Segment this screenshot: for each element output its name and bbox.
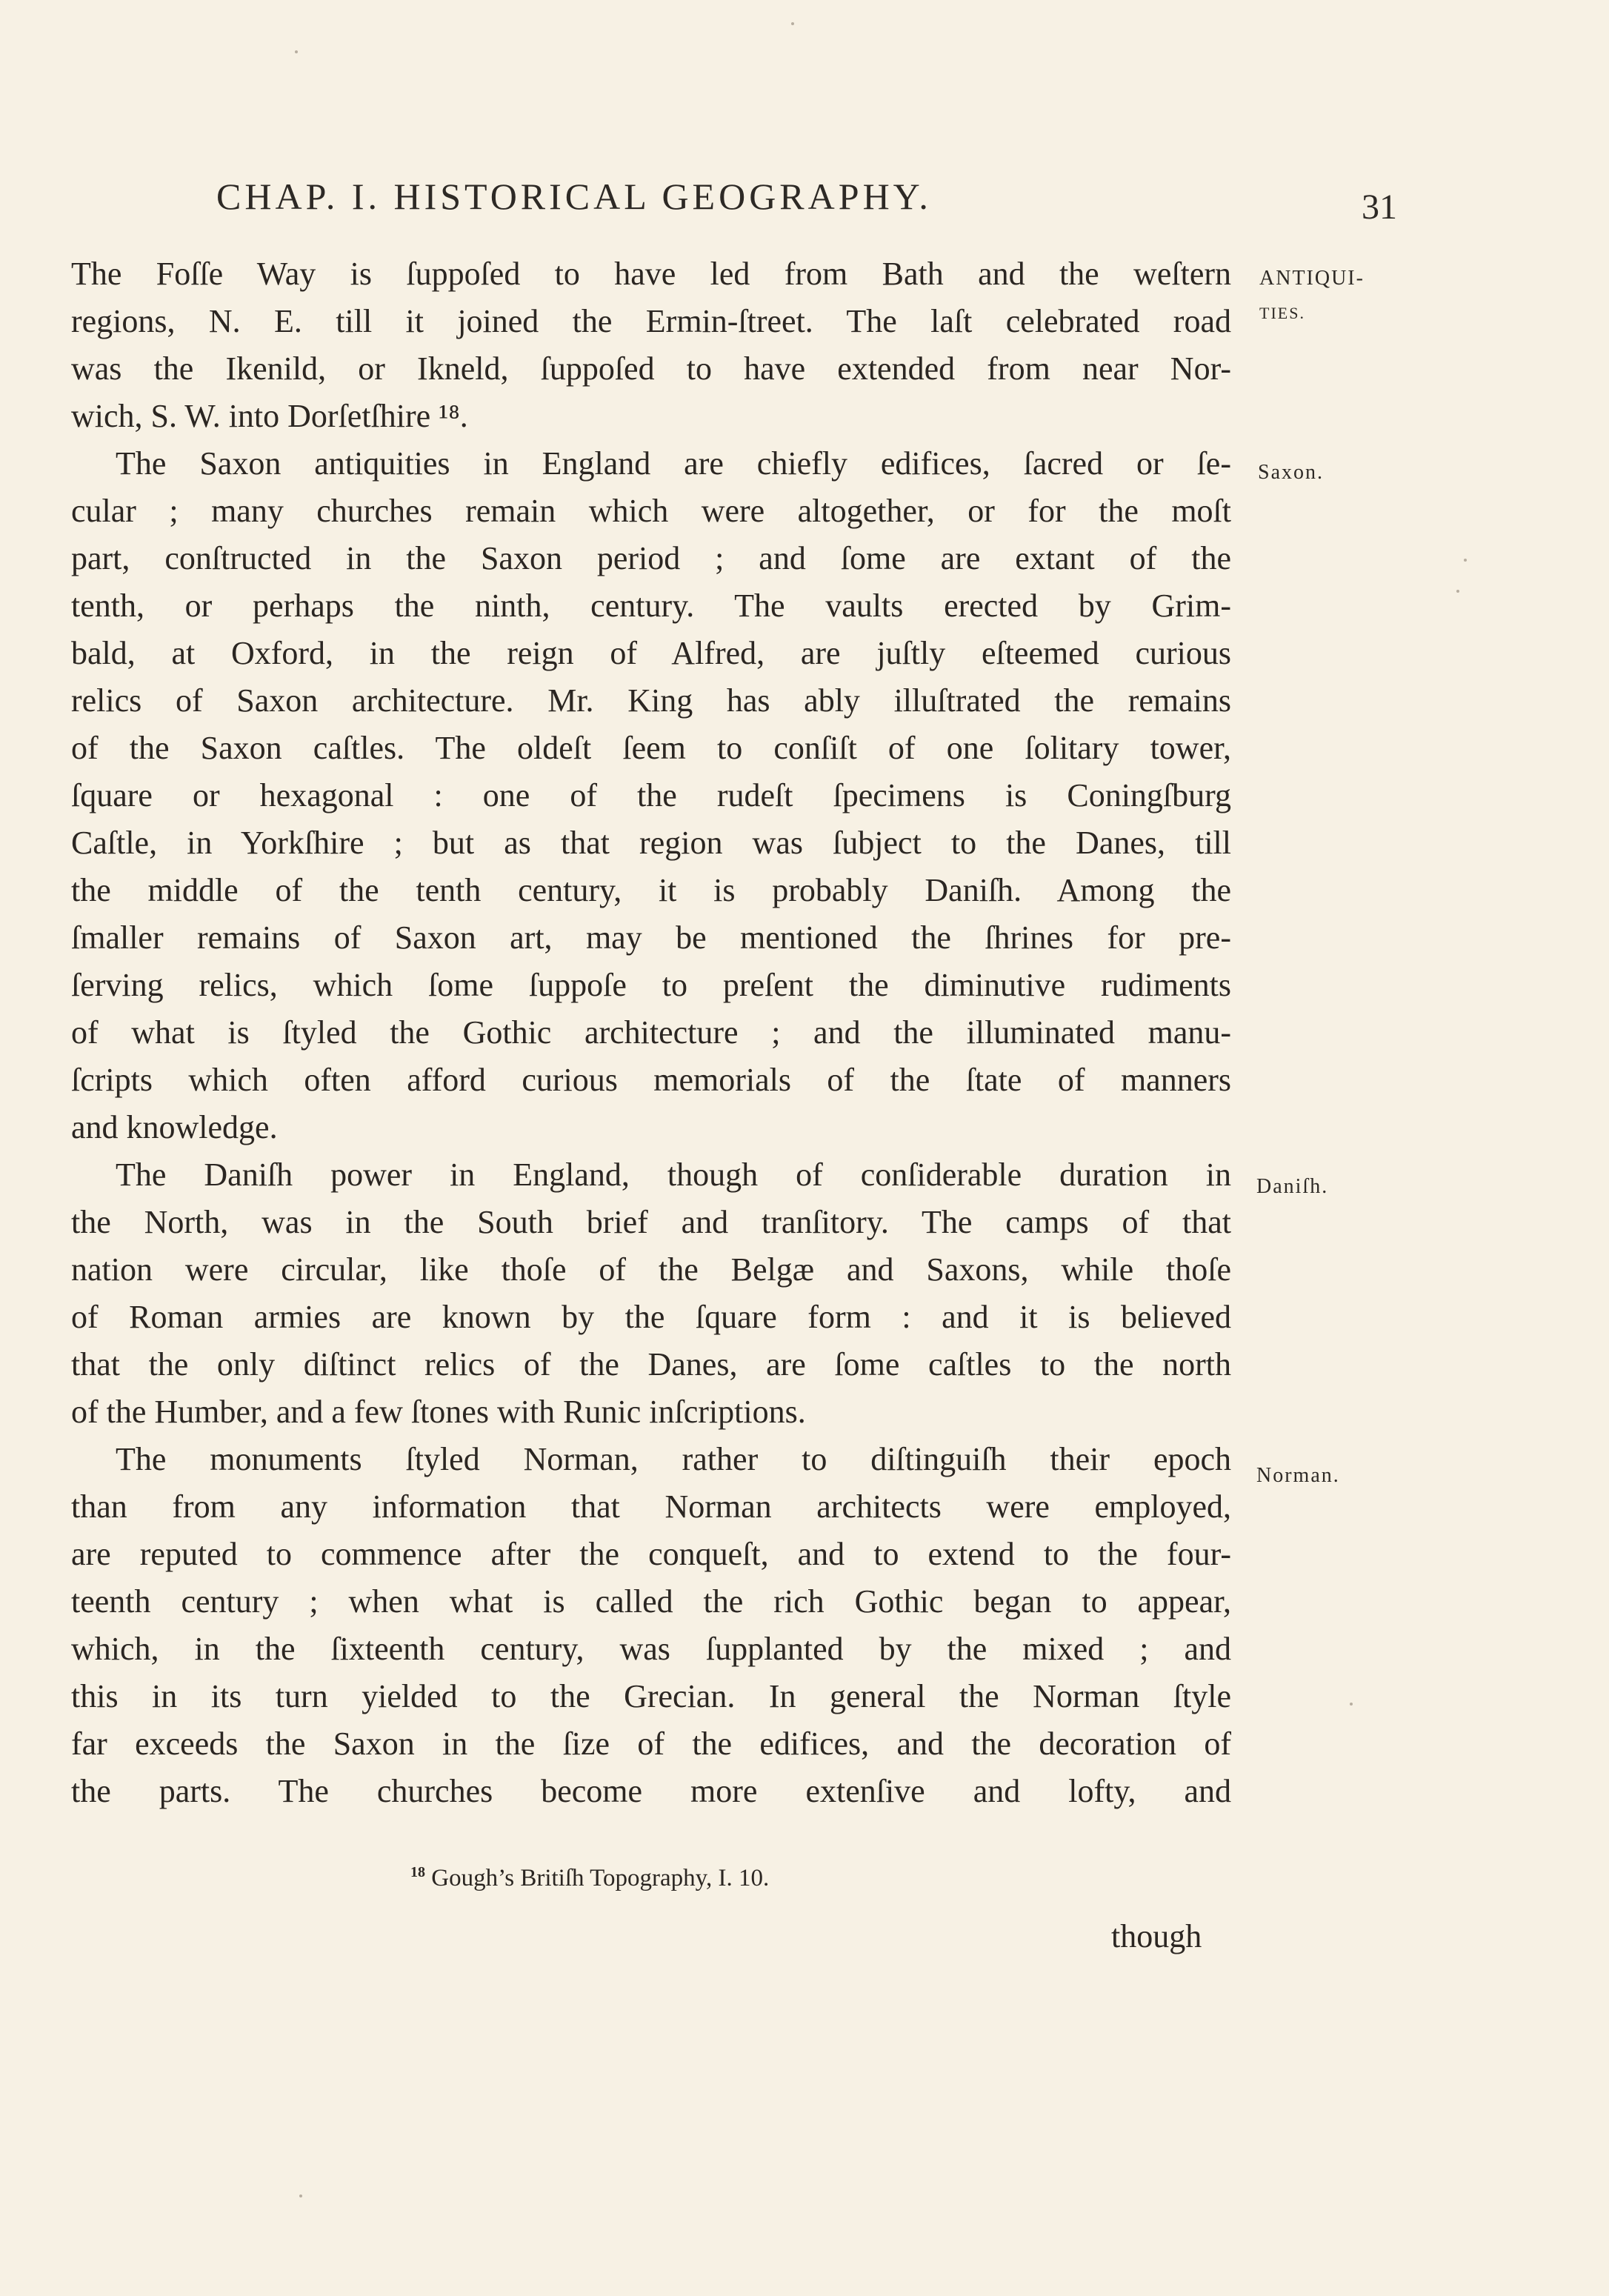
margin-note-antiquities-cont: TIES.: [1259, 304, 1305, 322]
text-line: The monuments ſtyled Norman, rather to diſtinguiſh their epoch: [116, 1441, 1231, 1477]
text-line: teenth century ; when what is called the rich Gothic began to appear,: [71, 1583, 1231, 1620]
paper-speck: [1456, 590, 1459, 593]
body-text: [71, 250, 1231, 1815]
page-number: 31: [1362, 187, 1397, 227]
text-line: regions, N. E. till it joined the Ermin-ſtreet. The laſt celebrated road: [71, 303, 1231, 339]
text-line: The Saxon antiquities in England are chiefly edifices, ſacred or ſe-: [116, 445, 1231, 482]
text-line: ſmaller remains of Saxon art, may be mentioned the ſhrines for pre-: [71, 919, 1231, 956]
text-line: than from any information that Norman architects were employed,: [71, 1488, 1231, 1525]
text-line: which, in the ſixteenth century, was ſupplanted by the mixed ; and: [71, 1631, 1231, 1667]
paper-speck: [1464, 559, 1467, 562]
text-line: of Roman armies are known by the ſquare form : and it is believed: [71, 1299, 1231, 1335]
text-line: the North, was in the South brief and tranſitory. The camps of that: [71, 1204, 1231, 1240]
running-head: CHAP. I. HISTORICAL GEOGRAPHY.: [216, 176, 932, 217]
text-line: ſquare or hexagonal : one of the rudeſt ſpecimens is Coningſburg: [71, 777, 1231, 813]
text-line: the parts. The churches become more extenſive and lofty, and: [71, 1773, 1231, 1809]
text-line: of the Saxon caſtles. The oldeſt ſeem to conſiſt of one ſolitary tower,: [71, 730, 1231, 766]
text-line: are reputed to commence after the conqueſt, and to extend to the four-: [71, 1536, 1231, 1572]
footnote-marker: 18: [410, 1864, 425, 1880]
footnote-text: Gough’s Britiſh Topography, I. 10.: [431, 1865, 770, 1891]
text-line: wich, S. W. into Dorſetſhire ¹⁸.: [71, 398, 468, 434]
text-line: nation were circular, like thoſe of the Belgæ and Saxons, while thoſe: [71, 1251, 1231, 1288]
text-line: cular ; many churches remain which were altogether, or for the moſt: [71, 493, 1231, 529]
paper-speck: [1350, 1703, 1353, 1706]
text-line: of what is ſtyled the Gothic architecture ; and the illuminated manu-: [71, 1014, 1231, 1051]
margin-note-saxon: Saxon.: [1258, 461, 1324, 484]
margin-note-norman: Norman.: [1256, 1464, 1340, 1487]
catchword: though: [1111, 1918, 1202, 1954]
paper-speck: [299, 2194, 302, 2197]
margin-note-danish: Daniſh.: [1256, 1175, 1329, 1198]
text-line: relics of Saxon architecture. Mr. King has ably illuſtrated the remains: [71, 682, 1231, 719]
text-line: ſerving relics, which ſome ſuppoſe to preſent the diminutive rudiments: [71, 967, 1231, 1003]
text-line: The Foſſe Way is ſuppoſed to have led from Bath and the weſtern: [71, 256, 1231, 292]
text-line: and knowledge.: [71, 1109, 278, 1145]
paper-speck: [791, 22, 794, 25]
text-line: far exceeds the Saxon in the ſize of the edifices, and the decoration of: [71, 1726, 1231, 1762]
text-line: this in its turn yielded to the Grecian. In general the Norman ſtyle: [71, 1678, 1231, 1714]
text-line: ſcripts which often afford curious memorials of the ſtate of manners: [71, 1062, 1231, 1098]
text-line: bald, at Oxford, in the reign of Alfred, are juſtly eſteemed curious: [71, 635, 1231, 671]
text-line: the middle of the tenth century, it is probably Daniſh. Among the: [71, 872, 1231, 908]
paper-speck: [295, 50, 298, 53]
text-line: Caſtle, in Yorkſhire ; but as that region was ſubject to the Danes, till: [71, 825, 1231, 861]
margin-note-antiquities: ANTIQUI-: [1259, 267, 1365, 290]
text-line: was the Ikenild, or Ikneld, ſuppoſed to have extended from near Nor-: [71, 350, 1231, 387]
text-line: that the only diſtinct relics of the Danes, are ſome caſtles to the north: [71, 1346, 1231, 1382]
text-line: tenth, or perhaps the ninth, century. The vaults erected by Grim-: [71, 588, 1231, 624]
footnote: [410, 1864, 769, 1892]
text-line: The Daniſh power in England, though of conſiderable duration in: [116, 1157, 1231, 1193]
text-line: of the Humber, and a few ſtones with Runic inſcriptions.: [71, 1394, 806, 1430]
text-line: part, conſtructed in the Saxon period ; and ſome are extant of the: [71, 540, 1231, 576]
